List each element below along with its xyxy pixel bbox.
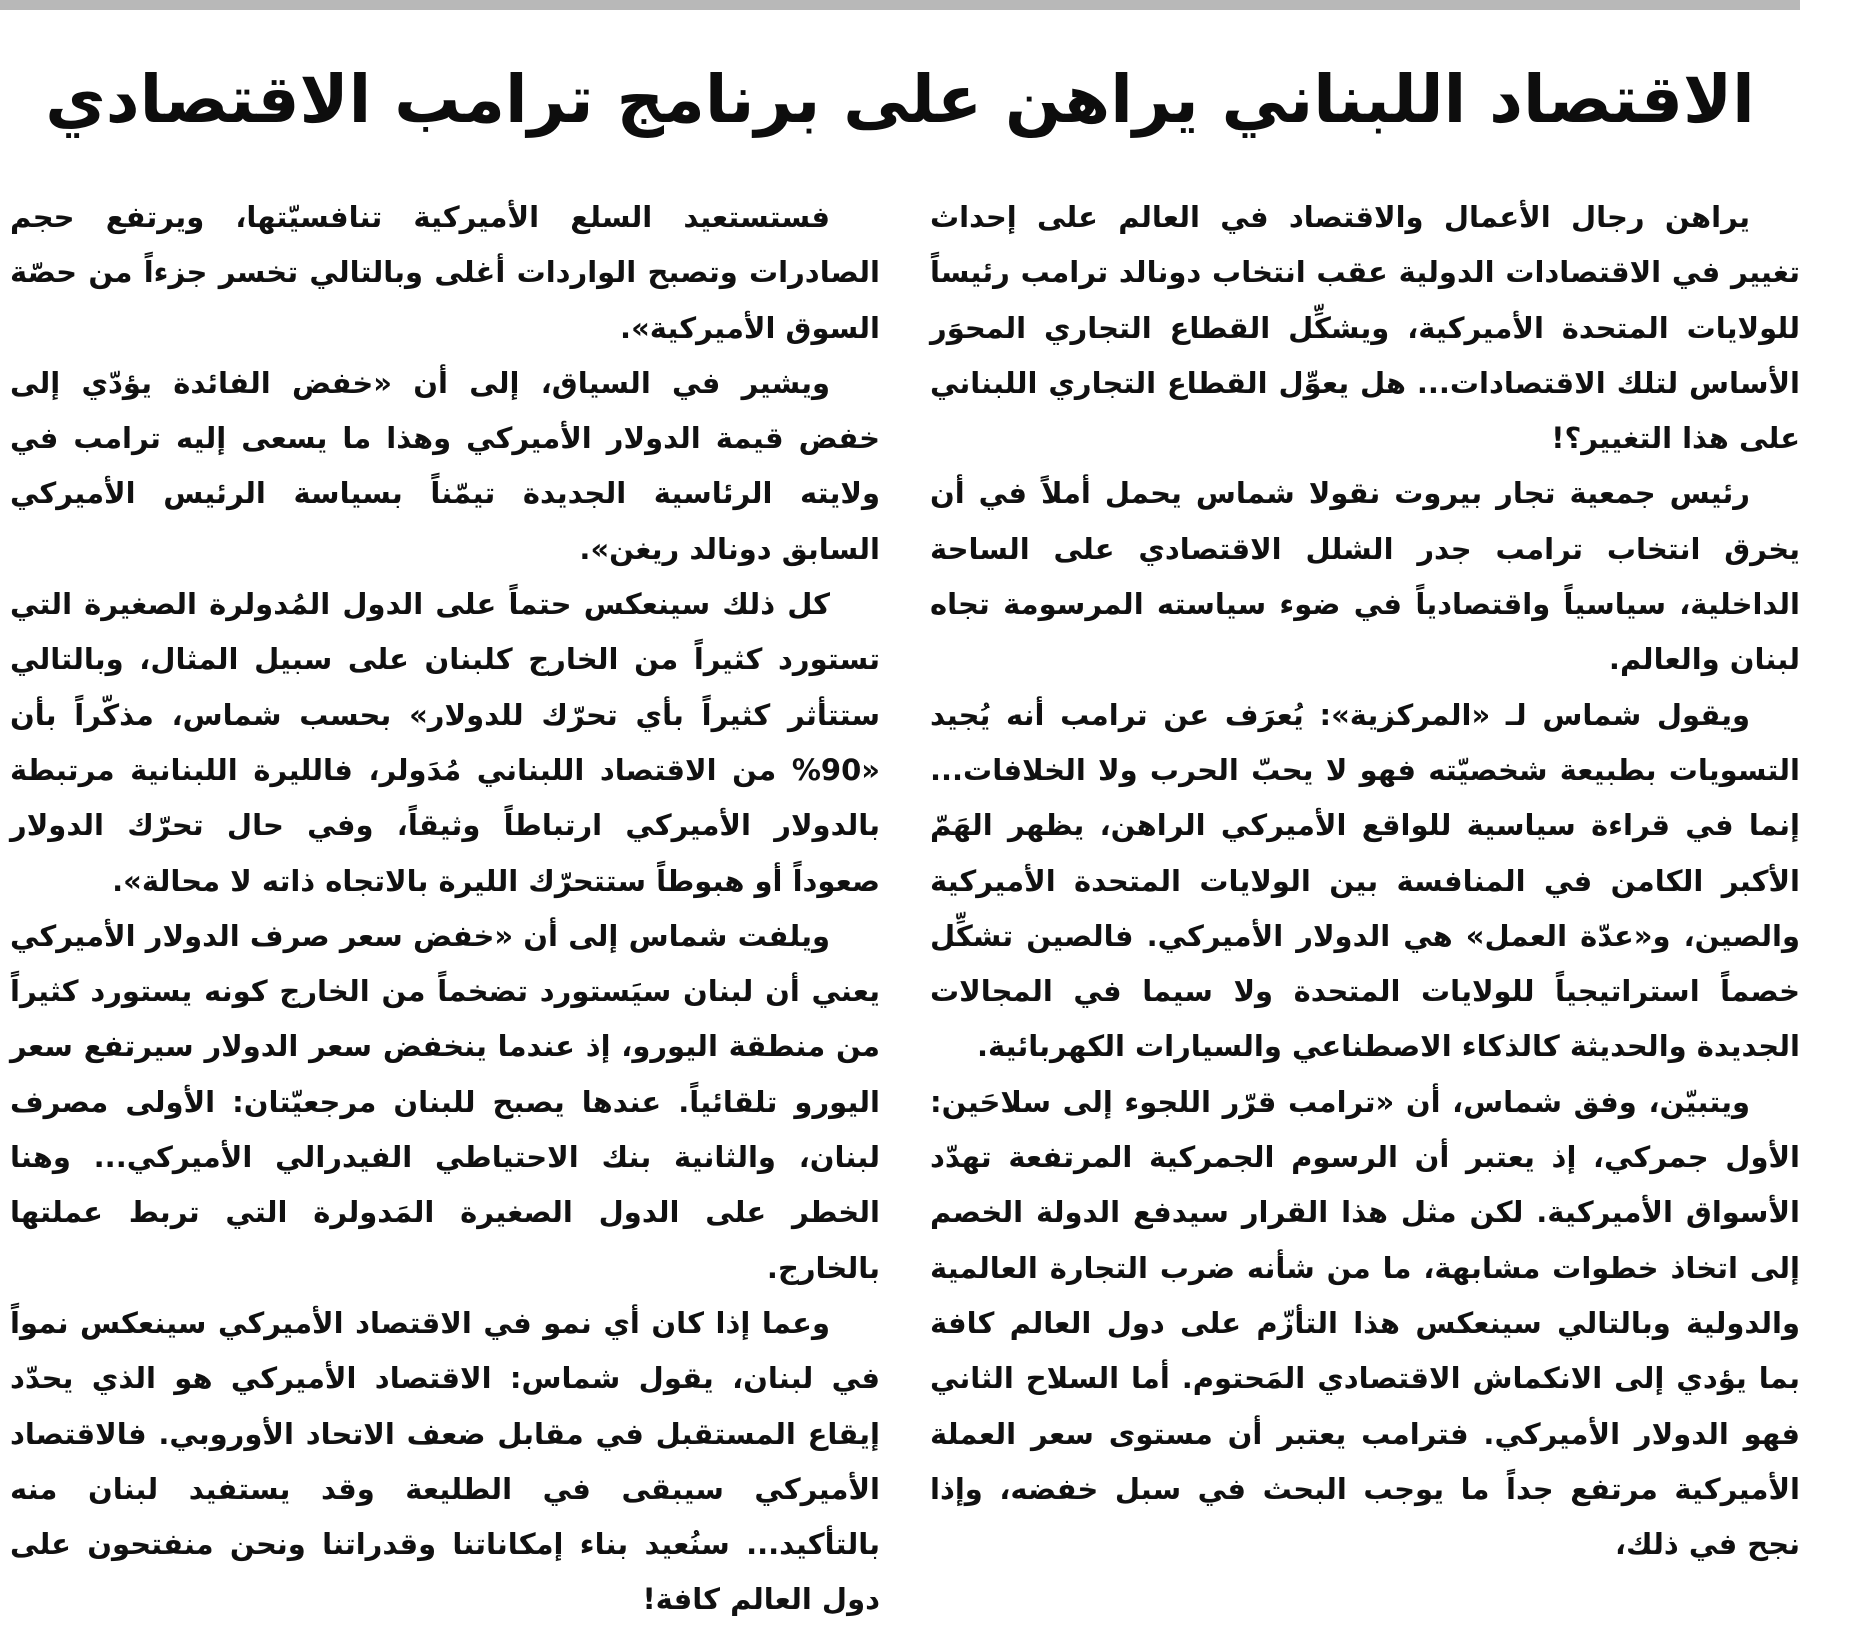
paragraph: يراهن رجال الأعمال والاقتصاد في العالم على إحداث تغيير في الاقتصادات الدولية عقب انتخاب دونالد ترامب رئيساً للولايات المتحدة الأميركية، ويشكِّل القطاع التجاري المحوَر الأساس لتلك الاقتصادات... هل يعوِّل القطاع التجاري اللبناني على هذا التغيير؟! <box>930 200 1800 456</box>
paragraph: ويقول شماس لـ «المركزية»: يُعرَف عن ترامب أنه يُجيد التسويات بطبيعة شخصيّته فهو لا يحبّ الحرب ولا الخلافات... إنما في قراءة سياسية للواقع الأميركي الراهن، يظهر الهَمّ الأكبر الكامن في المنافسة بين الولايات المتحدة الأميركية والصين، و«عدّة العمل» هي الدولار الأميركي. فالصين تشكِّل خصماً استراتيجياً للولايات المتحدة ولا سيما في المجالات الجديدة والحديثة كالذكاء الاصطناعي والسيارات الكهربائية. <box>930 697 1800 1064</box>
paragraph: ويلفت شماس إلى أن «خفض سعر صرف الدولار الأميركي يعني أن لبنان سيَستورد تضخماً من الخارج كونه يستورد كثيراً من منطقة اليورو، إذ عندما ينخفض سعر الدولار سيرتفع سعر اليورو تلقائياً. عندها يصبح للبنان مرجعيّتان: الأولى مصرف لبنان، والثانية بنك الاحتياطي الفيدرالي الأميركي... وهنا الخطر على الدول الصغيرة المَدولرة التي تربط عملتها بالخارج. <box>10 918 880 1285</box>
paragraph: ويشير في السياق، إلى أن «خفض الفائدة يؤدّي إلى خفض قيمة الدولار الأميركي وهذا ما يسعى إليه ترامب في ولايته الرئاسية الجديدة تيمّناً بسياسة الرئيس الأميركي السابق دونالد ريغن». <box>10 365 880 566</box>
left-column <box>10 190 880 1617</box>
article-headline: الاقتصاد اللبناني يراهن على برنامج ترامب الاقتصادي <box>45 61 1755 138</box>
paragraph: كل ذلك سينعكس حتماً على الدول المُدولرة الصغيرة التي تستورد كثيراً من الخارج كلبنان على سبيل المثال، وبالتالي ستتأثر كثيراً بأي تحرّك للدولار» بحسب شماس، مذكّراً بأن «90% من الاقتصاد اللبناني مُدَولر، فالليرة اللبنانية مرتبطة بالدولار الأميركي ارتباطاً وثيقاً، وفي حال تحرّك الدولار صعوداً أو هبوطاً ستتحرّك الليرة بالاتجاه ذاته لا محالة». <box>10 587 880 898</box>
paragraph: وعما إذا كان أي نمو في الاقتصاد الأميركي سينعكس نمواً في لبنان، يقول شماس: الاقتصاد الأميركي هو الذي يحدّد إيقاع المستقبل في مقابل ضعف الاتحاد الأوروبي. فالاقتصاد الأميركي سيبقى في الطليعة وقد يستفيد لبنان منه بالتأكيد... سنُعيد بناء إمكاناتنا وقدراتنا ونحن منفتحون على دول العالم كافة! <box>10 1305 880 1617</box>
top-rule <box>0 0 1800 10</box>
paragraph: رئيس جمعية تجار بيروت نقولا شماس يحمل أملاً في أن يخرق انتخاب ترامب جدر الشلل الاقتصادي على الساحة الداخلية، سياسياً واقتصادياً في ضوء سياسته المرسومة تجاه لبنان والعالم. <box>930 476 1800 677</box>
paragraph: فستستعيد السلع الأميركية تنافسيّتها، ويرتفع حجم الصادرات وتصبح الواردات أغلى وبالتالي تخسر جزءاً من حصّة السوق الأميركية». <box>10 200 880 345</box>
paragraph: ويتبيّن، وفق شماس، أن «ترامب قرّر اللجوء إلى سلاحَين: الأول جمركي، إذ يعتبر أن الرسوم الجمركية المرتفعة تهدّد الأسواق الأميركية. لكن مثل هذا القرار سيدفع الدولة الخصم إلى اتخاذ خطوات مشابهة، ما من شأنه ضرب التجارة العالمية والدولية وبالتالي سينعكس هذا التأزّم على دول العالم كافة بما يؤدي إلى الانكماش الاقتصادي المَحتوم. أما السلاح الثاني فهو الدولار الأميركي. فترامب يعتبر أن مستوى سعر العملة الأميركية مرتفع جداً ما يوجب البحث في سبل خفضه، وإذا نجح في ذلك، <box>930 1084 1800 1562</box>
right-column <box>930 190 1800 1562</box>
